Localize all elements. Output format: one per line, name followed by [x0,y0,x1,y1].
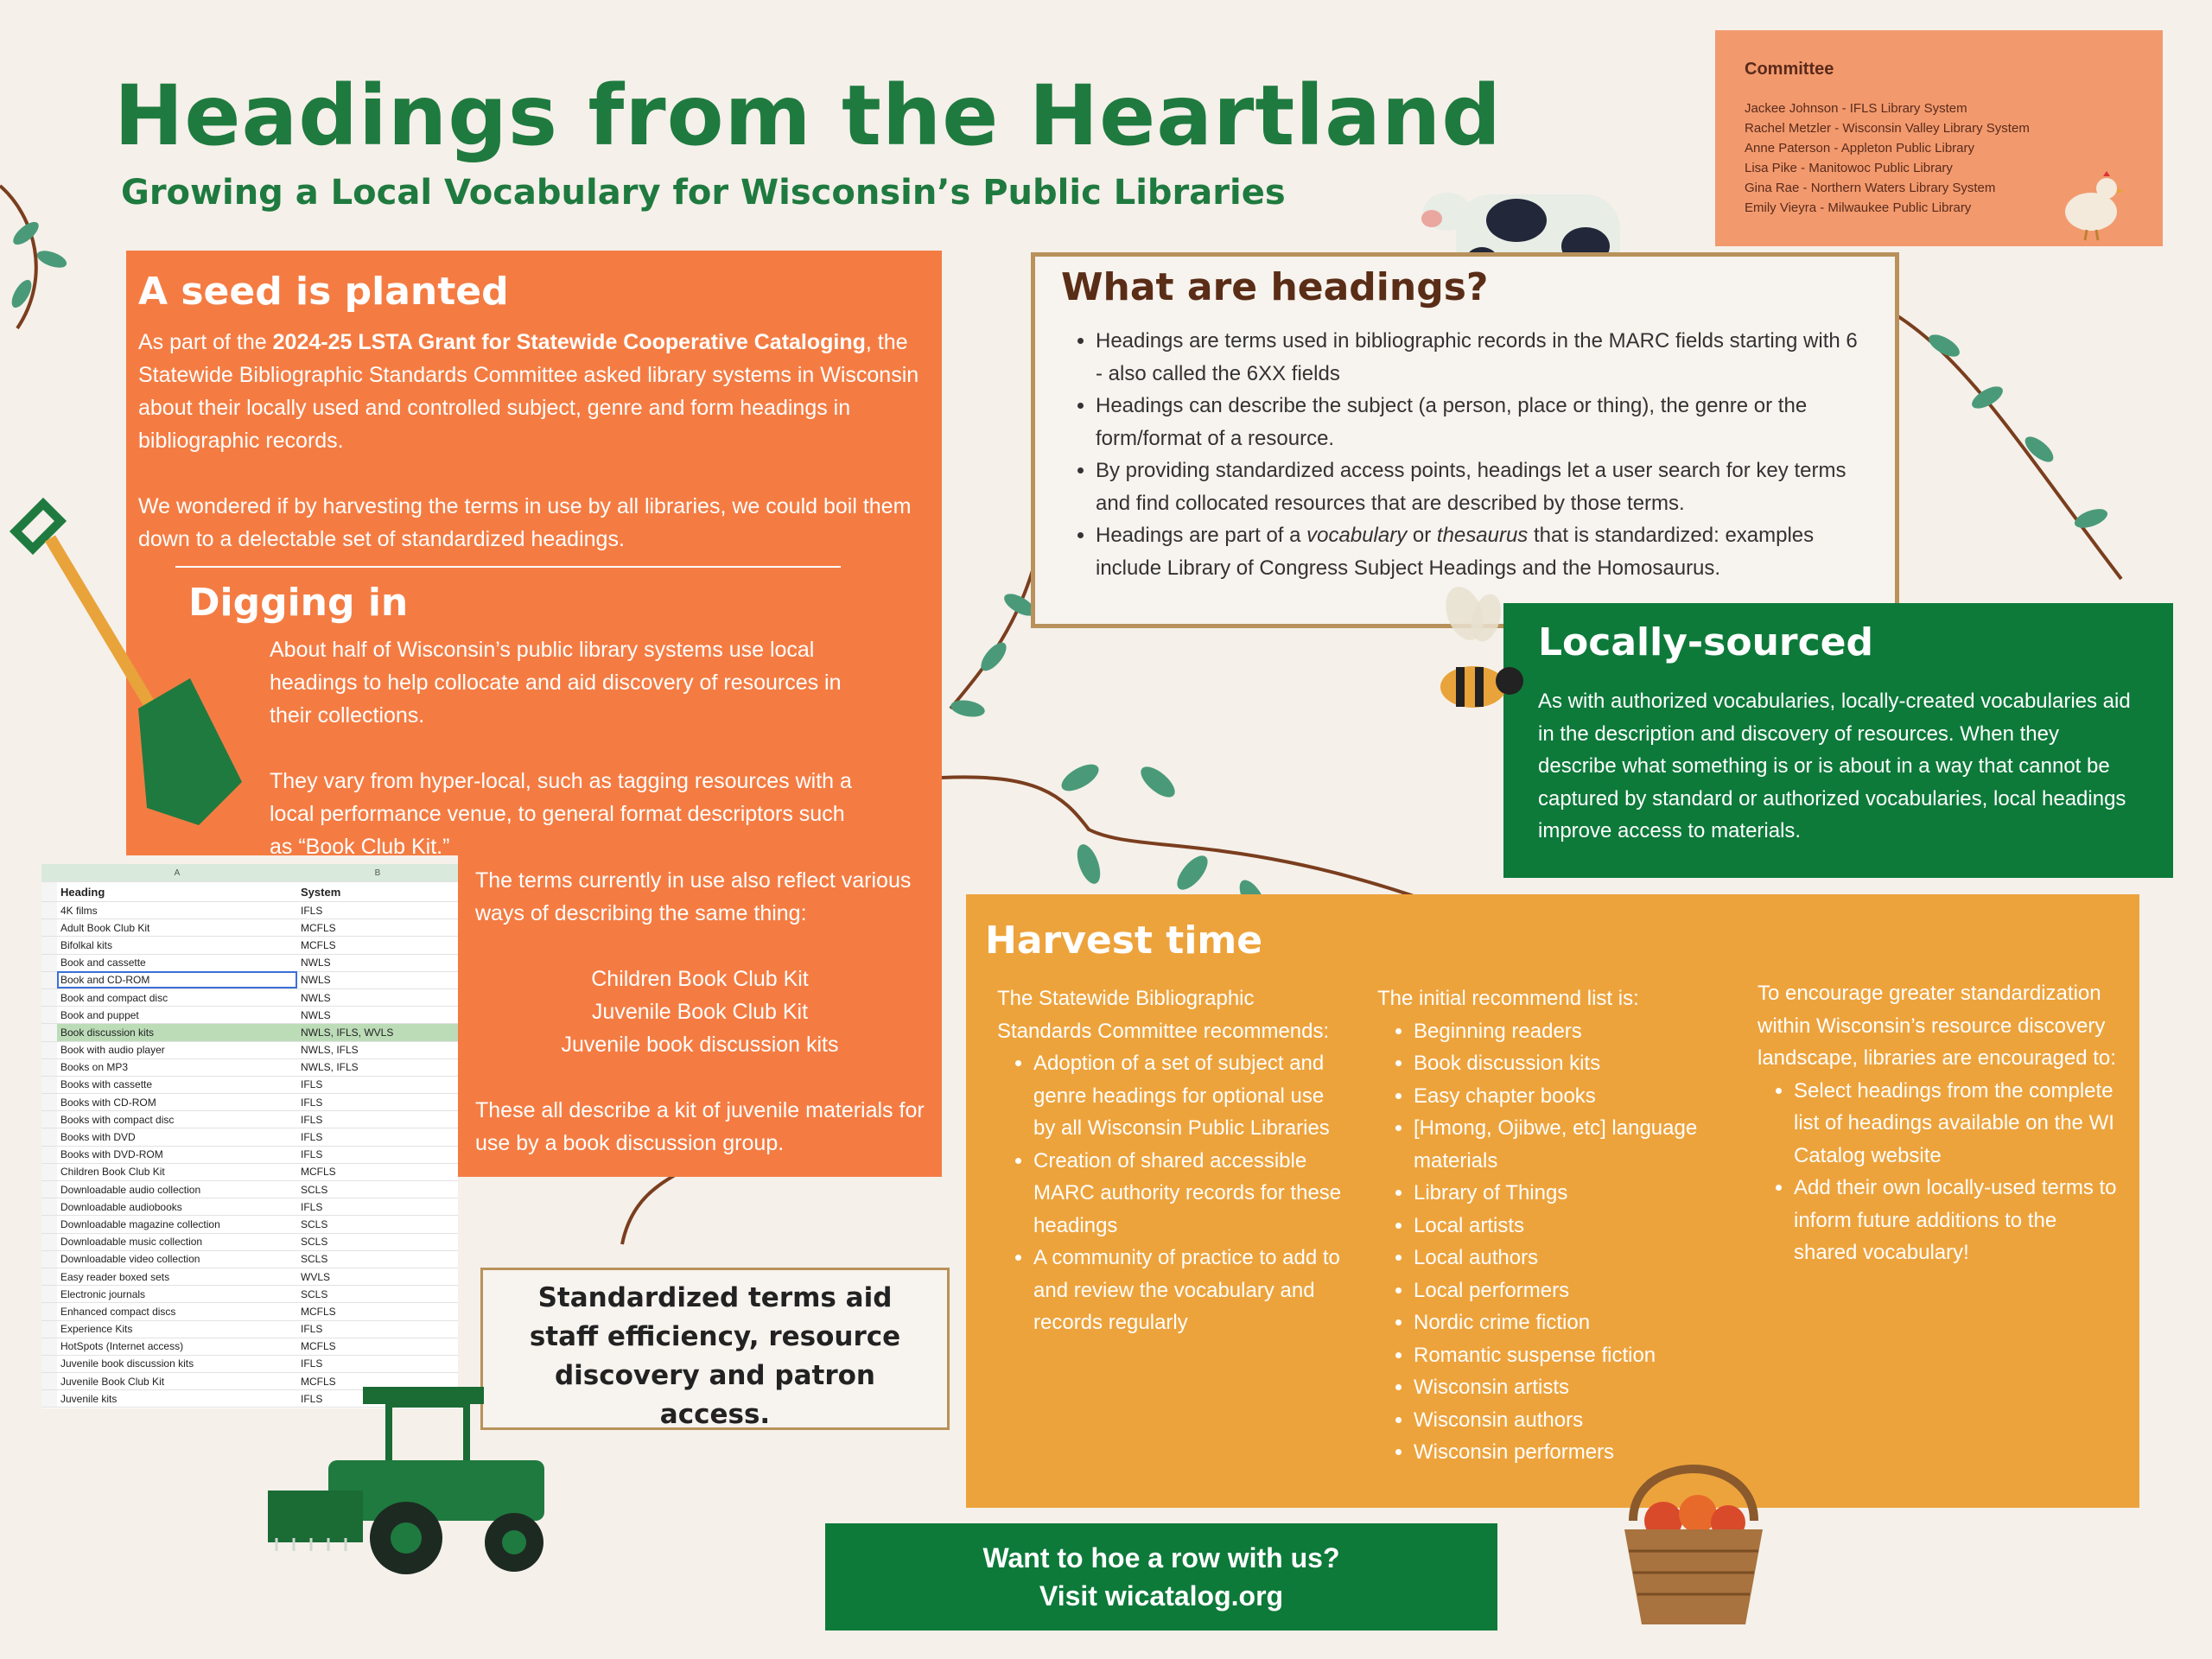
example-term: Children Book Club Kit [591,967,809,991]
harvest-column-recommends [997,982,1343,1339]
heading-cell: Juvenile kits [57,1390,297,1408]
committee-member: Lisa Pike - Manitowoc Public Library [1745,161,1953,175]
row-number [41,1286,57,1303]
column-letter: B [297,864,458,882]
heading-cell: Downloadable video collection [57,1250,297,1268]
cta-banner [825,1523,1497,1630]
heading-cell: Electronic journals [57,1286,297,1303]
row-number [41,1076,57,1093]
row-number [41,1303,57,1320]
list-item: • [Hmong, Ojibwe, etc] language materials [1414,1112,1740,1177]
system-cell: NWLS, IFLS [297,1058,458,1076]
heading-cell: Books with DVD [57,1128,297,1146]
grant-name: 2024-25 LSTA Grant for Statewide Cooperative Cataloging [272,330,866,354]
committee-heading: Committee [1745,60,1834,79]
list-item: • Local artists [1414,1210,1740,1243]
list-item: • Headings are terms used in bibliographic records in the MARC fields starting with 6 - also called the 6XX fields [1096,325,1869,390]
row-number [41,971,57,988]
system-cell: SCLS [297,1286,458,1303]
system-cell: IFLS [297,1146,458,1163]
row-number [41,1268,57,1285]
digging-paragraph-1: About half of Wisconsin’s public library systems use local headings to help collocate and aid discovery of resources in their collections. [270,638,842,728]
heading-cell: Book and CD-ROM [57,971,297,988]
list-item: • Romantic suspense fiction [1414,1339,1740,1372]
variation-section [458,855,942,1177]
text: Headings are part of a [1096,524,1307,547]
table-row [41,937,458,954]
system-cell: MCFLS [297,1163,458,1180]
text: vocabulary [1306,524,1408,547]
page-subtitle: Growing a Local Vocabulary for Wisconsin’s Public Libraries [121,173,1286,213]
seed-text: , the Statewide Bibliographic Standards Committee asked library systems in Wisconsin about their locally used and controlled subject, genre and form headings in bibliographic records. [138,330,919,453]
heading-cell: 4K films [57,902,297,919]
system-cell: IFLS [297,1355,458,1372]
list-item: • Nordic crime fiction [1414,1306,1740,1339]
heading-cell: Books with DVD-ROM [57,1146,297,1163]
list-item: • Beginning readers [1414,1015,1740,1048]
row-number [41,1041,57,1058]
row-number [41,1024,57,1041]
heading-cell: Adult Book Club Kit [57,919,297,937]
row-number [41,1058,57,1076]
cta-link[interactable]: Visit wicatalog.org [1039,1580,1284,1611]
heading-cell: Juvenile Book Club Kit [57,1373,297,1390]
system-cell: WVLS [297,1268,458,1285]
row-number [41,882,57,902]
apple-basket-icon [1616,1443,1771,1633]
heading-cell: Bifolkal kits [57,937,297,954]
row-number [41,1146,57,1163]
committee-member: Jackee Johnson - IFLS Library System [1745,101,1967,116]
row-number [41,1198,57,1216]
table-row [41,1024,458,1041]
variation-intro: The terms currently in use also reflect various ways of describing the same thing: [475,868,912,925]
example-term: Juvenile book discussion kits [561,1033,839,1057]
system-cell: IFLS [297,1076,458,1093]
committee-member: Gina Rae - Northern Waters Library System [1745,181,1996,195]
list-item: • Wisconsin performers [1414,1436,1740,1469]
row-number [41,1390,57,1408]
harvest-column-list [1377,982,1740,1469]
seed-paragraph-1 [138,326,930,457]
example-term: Juvenile Book Club Kit [591,1000,809,1024]
table-row [41,1216,458,1233]
table-row [41,988,458,1006]
local-heading: Locally-sourced [1538,620,1874,664]
harvest-intro: The initial recommend list is: [1377,987,1639,1010]
heading-cell: Downloadable audio collection [57,1181,297,1198]
cta-line-1: Want to hoe a row with us? [982,1542,1340,1573]
committee-member: Emily Vieyra - Milwaukee Public Library [1745,200,1972,215]
table-row [41,1007,458,1024]
table-row [41,1338,458,1355]
list-item: • Easy chapter books [1414,1080,1740,1113]
seed-text: As part of the [138,330,273,354]
system-cell: IFLS [297,1128,458,1146]
heading-cell: Book and compact disc [57,988,297,1006]
tractor-icon [268,1378,579,1586]
list-item: • Add their own locally-used terms to inform future additions to the shared vocabulary! [1794,1172,2120,1269]
text: or [1407,524,1437,547]
what-section [1031,252,1899,628]
row-number [41,1355,57,1372]
heading-cell: Experience Kits [57,1320,297,1338]
row-number [41,954,57,971]
table-row [41,1355,458,1372]
system-cell: MCFLS [297,1303,458,1320]
system-cell: NWLS [297,988,458,1006]
row-number [41,1250,57,1268]
heading-cell: Book with audio player [57,1041,297,1058]
system-cell: IFLS [297,902,458,919]
system-cell: NWLS [297,971,458,988]
local-text: As with authorized vocabularies, locally-created vocabularies aid in the description and discovery of resources. When they describe what something is or is about in a way that cannot be captured by standard or authorized vocabularies, local headings improve access to materials. [1538,690,2131,842]
row-number [41,1233,57,1250]
harvest-column-encourage [1758,977,2120,1269]
table-row [41,1181,458,1198]
heading-cell: Books with CD-ROM [57,1094,297,1111]
text: that is standardized: examples include Library of Congress Subject Headings and the Homosaurus. [1096,524,1815,580]
system-cell: MCFLS [297,1373,458,1390]
what-heading: What are headings? [1061,265,1489,309]
table-row [41,1058,458,1076]
system-cell: MCFLS [297,919,458,937]
row-number [41,1094,57,1111]
column-letter: A [57,864,297,882]
table-row [41,902,458,919]
system-cell: IFLS [297,1094,458,1111]
harvest-intro: To encourage greater standardization within Wisconsin’s resource discovery landscape, libraries are encouraged to: [1758,982,2116,1070]
table-row [41,1233,458,1250]
digging-heading: Digging in [188,581,409,625]
heading-cell: Downloadable music collection [57,1233,297,1250]
shovel-icon [9,497,251,834]
row-number [41,1128,57,1146]
table-row [41,1111,458,1128]
heading-cell: HotSpots (Internet access) [57,1338,297,1355]
row-number [41,1181,57,1198]
system-cell: SCLS [297,1250,458,1268]
digging-section [164,581,873,896]
table-row [41,1303,458,1320]
chicken-icon [2056,164,2126,242]
heading-cell: Books on MP3 [57,1058,297,1076]
table-row [41,1320,458,1338]
system-cell: SCLS [297,1181,458,1198]
committee-member: Rachel Metzler - Wisconsin Valley Library System [1745,121,2030,136]
system-cell: SCLS [297,1216,458,1233]
encourage-list [1758,1075,2120,1269]
row-number [41,1111,57,1128]
bee-icon [1430,588,1534,717]
heading-cell: Book and puppet [57,1007,297,1024]
list-item: • Select headings from the complete list of headings available on the WI Catalog website [1794,1075,2120,1173]
variation-outro: These all describe a kit of juvenile materials for use by a book discussion group. [475,1098,925,1155]
list-item: • A community of practice to add to and review the vocabulary and records regularly [1033,1242,1343,1339]
row-number [41,902,57,919]
system-cell: MCFLS [297,937,458,954]
table-row [41,1250,458,1268]
column-header-system: System [297,882,458,902]
list-item [1096,519,1869,584]
system-cell: NWLS [297,954,458,971]
header-row [41,882,458,902]
list-item: • By providing standardized access points, headings let a user search for key terms and find collocated resources that are described by those terms. [1096,454,1869,519]
table-row [41,1146,458,1163]
heading-cell: Children Book Club Kit [57,1163,297,1180]
system-cell: SCLS [297,1233,458,1250]
heading-cell: Book and cassette [57,954,297,971]
heading-cell: Book discussion kits [57,1024,297,1041]
example-list [475,963,925,1061]
column-letters [41,864,458,882]
list-item: • Adoption of a set of subject and genre headings for optional use by all Wisconsin Public Libraries [1033,1047,1343,1145]
list-item: • Wisconsin authors [1414,1404,1740,1437]
table-row [41,1076,458,1093]
divider [175,566,841,568]
seed-paragraph-2: We wondered if by harvesting the terms in use by all libraries, we could boil them down to a delectable set of standardized headings. [138,494,912,551]
table-row [41,1163,458,1180]
heading-cell: Downloadable magazine collection [57,1216,297,1233]
table-row [41,1041,458,1058]
what-list [1061,325,1869,584]
table-row [41,1198,458,1216]
row-number [41,1373,57,1390]
headings-spreadsheet [41,864,458,1408]
list-item: • Headings can describe the subject (a person, place or thing), the genre or the form/format of a resource. [1096,390,1869,454]
table-row [41,1128,458,1146]
row-number [41,1320,57,1338]
standardized-callout: Standardized terms aid staff efficiency, resource discovery and patron access. [480,1268,950,1430]
corner-cell [41,864,57,882]
system-cell: NWLS, IFLS, WVLS [297,1024,458,1041]
recommend-list [997,1047,1343,1339]
spreadsheet-table [41,864,458,1408]
harvest-section [966,894,2139,1508]
row-number [41,937,57,954]
list-item: • Creation of shared accessible MARC authority records for these headings [1033,1145,1343,1243]
table-row [41,919,458,937]
harvest-intro: The Statewide Bibliographic Standards Committee recommends: [997,987,1330,1043]
committee-member: Anne Paterson - Appleton Public Library [1745,141,1974,156]
system-cell: NWLS, IFLS [297,1041,458,1058]
harvest-heading: Harvest time [985,918,1263,963]
system-cell: IFLS [297,1390,458,1408]
heading-cell: Enhanced compact discs [57,1303,297,1320]
heading-cell: Easy reader boxed sets [57,1268,297,1285]
table-row [41,1286,458,1303]
list-item: • Local performers [1414,1274,1740,1307]
digging-paragraph-2: They vary from hyper-local, such as tagging resources with a local performance venue, to general format descriptors such as “Book Club Kit.” [270,769,852,859]
row-number [41,1216,57,1233]
row-number [41,1007,57,1024]
system-cell: NWLS [297,1007,458,1024]
system-cell: IFLS [297,1320,458,1338]
heading-cell: Juvenile book discussion kits [57,1355,297,1372]
seed-heading: A seed is planted [138,270,509,314]
page-title: Headings from the Heartland [114,67,1502,164]
column-header-heading: Heading [57,882,297,902]
text: thesaurus [1436,524,1529,547]
system-cell: IFLS [297,1111,458,1128]
initial-list [1377,1015,1740,1469]
table-row [41,954,458,971]
table-row [41,1268,458,1285]
row-number [41,919,57,937]
system-cell: IFLS [297,1198,458,1216]
heading-cell: Books with cassette [57,1076,297,1093]
system-cell: MCFLS [297,1338,458,1355]
list-item: • Local authors [1414,1242,1740,1274]
row-number [41,988,57,1006]
heading-cell: Downloadable audiobooks [57,1198,297,1216]
table-row [41,1094,458,1111]
list-item: • Book discussion kits [1414,1047,1740,1080]
list-item: • Wisconsin artists [1414,1371,1740,1404]
row-number [41,1163,57,1180]
heading-cell: Books with compact disc [57,1111,297,1128]
local-section [1503,603,2173,878]
list-item: • Library of Things [1414,1177,1740,1210]
row-number [41,1338,57,1355]
table-row [41,971,458,988]
